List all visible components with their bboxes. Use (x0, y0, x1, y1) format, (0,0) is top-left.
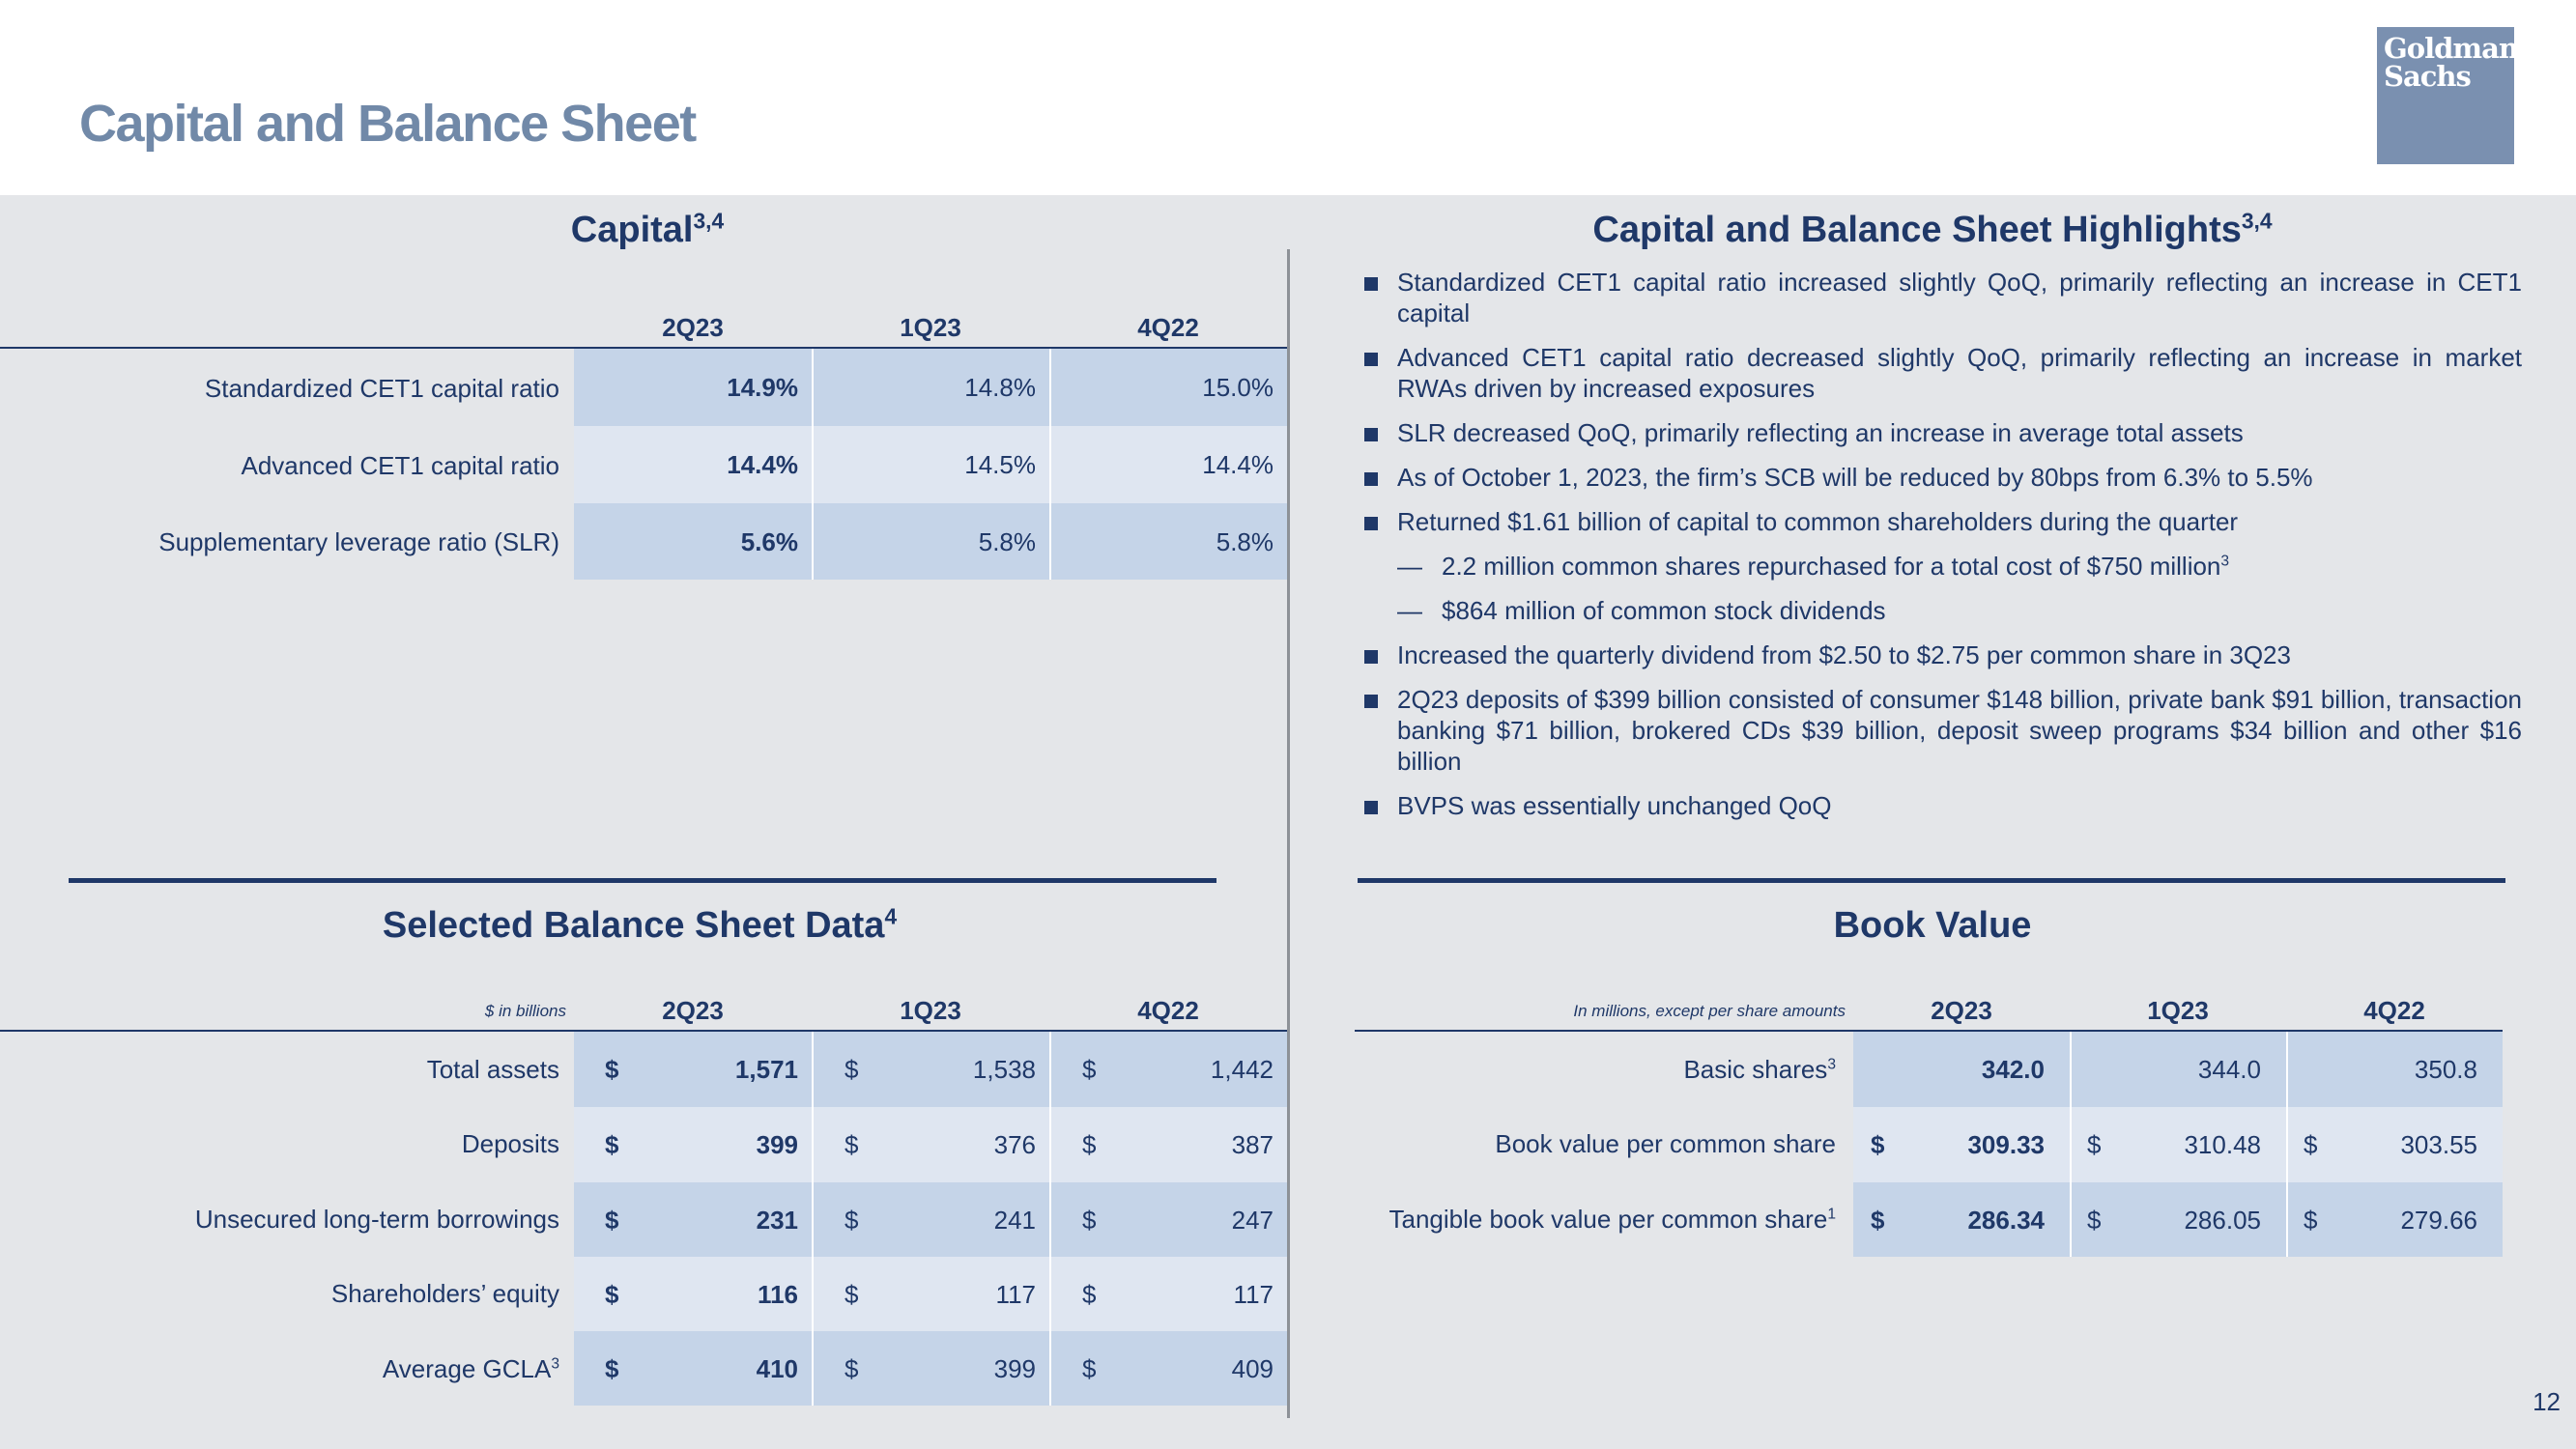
bookvalue-value: 310.48 (2184, 1130, 2261, 1159)
balance-cell (812, 1182, 1049, 1257)
logo-line-2: Sachs (2384, 60, 2471, 93)
bookvalue-row-label-sup: 3 (1827, 1056, 1836, 1073)
bookvalue-cell (2070, 1182, 2286, 1257)
balance-cell (1049, 1107, 1287, 1182)
capital-value: 14.4% (1202, 450, 1274, 479)
currency-symbol: $ (605, 1279, 619, 1309)
currency-symbol: $ (605, 1055, 619, 1084)
currency-symbol: $ (844, 1205, 859, 1235)
capital-cell (812, 503, 1049, 580)
bookvalue-value: 344.0 (2197, 1055, 2261, 1084)
highlights-heading (1372, 209, 2493, 251)
capital-value: 5.8% (978, 526, 1036, 556)
capital-value: 14.9% (727, 373, 798, 402)
balance-value: 399 (756, 1130, 798, 1159)
highlight-bullet: As of October 1, 2023, the firm’s SCB will be reduced by 80bps from 6.3% to 5.5% (1360, 462, 2522, 493)
bookvalue-row-label (1343, 1055, 1836, 1084)
capital-cell (574, 503, 812, 580)
balance-row-label: Shareholders’ equity (330, 1279, 559, 1308)
capital-row-label: Supplementary leverage ratio (SLR) (158, 527, 559, 556)
balance-cell (812, 1257, 1049, 1331)
balance-value: 247 (1231, 1205, 1274, 1235)
capital-cell (1049, 503, 1287, 580)
highlights-heading-sup: 3,4 (2241, 208, 2273, 234)
bookvalue-row-label: Book value per common share (1495, 1129, 1836, 1158)
bookvalue-value: 286.05 (2184, 1205, 2261, 1235)
bookvalue-cell (1853, 1182, 2070, 1257)
currency-symbol: $ (1082, 1353, 1097, 1383)
currency-symbol: $ (2304, 1130, 2318, 1159)
bookvalue-section-rule (1358, 878, 2505, 883)
page-title: Capital and Balance Sheet (79, 95, 696, 153)
highlight-subbullet: — $864 million of common stock dividends (1360, 595, 2522, 626)
bookvalue-cell (2286, 1107, 2503, 1182)
highlight-bullet: BVPS was essentially unchanged QoQ (1360, 790, 2522, 821)
bookvalue-col-4q22: 4Q22 (2363, 996, 2425, 1025)
highlight-bullet: Advanced CET1 capital ratio decreased slightly QoQ, primarily reflecting an increase in market RWAs driven by increased exposures (1360, 342, 2522, 404)
bookvalue-value: 279.66 (2400, 1205, 2477, 1235)
balance-col-4q22: 4Q22 (1137, 996, 1199, 1025)
bookvalue-cell (2070, 1032, 2286, 1107)
bookvalue-value: 342.0 (1981, 1055, 2045, 1084)
bookvalue-col-2q23: 2Q23 (1931, 996, 1992, 1025)
logo-line-1: Goldman (2384, 32, 2518, 65)
bookvalue-units-note: In millions, except per share amounts (1573, 1002, 1846, 1020)
currency-symbol: $ (1082, 1055, 1097, 1084)
capital-value: 5.8% (1216, 526, 1274, 556)
highlight-bullet: Increased the quarterly dividend from $2.50 to $2.75 per common share in 3Q23 (1360, 639, 2522, 670)
balance-heading (253, 904, 1026, 947)
balance-value: 116 (758, 1279, 798, 1309)
currency-symbol: $ (1082, 1279, 1097, 1309)
balance-cell (1049, 1182, 1287, 1257)
vertical-divider (1287, 249, 1290, 1418)
highlight-bullet: Returned $1.61 billion of capital to common shareholders during the quarter (1360, 506, 2522, 537)
balance-value: 399 (993, 1353, 1036, 1383)
currency-symbol: $ (1082, 1205, 1097, 1235)
capital-col-2q23: 2Q23 (662, 313, 724, 342)
highlight-bullet: 2Q23 deposits of $399 billion consisted of consumer $148 billion, private bank $91 billion, transaction banking $71 billion, brokered CDs $39 billion, deposit sweep programs $34 billion and other $16 billion (1360, 684, 2522, 777)
bookvalue-row-label-text: Tangible book value per common share (1388, 1205, 1828, 1234)
balance-row-label (0, 1354, 559, 1383)
capital-value: 15.0% (1202, 373, 1274, 402)
bookvalue-cell (2286, 1032, 2503, 1107)
bookvalue-value: 303.55 (2400, 1130, 2477, 1159)
bookvalue-cell (1853, 1032, 2070, 1107)
bookvalue-row-label-text: Basic shares (1683, 1055, 1828, 1084)
bookvalue-heading: Book Value (1833, 905, 2032, 946)
currency-symbol: $ (844, 1353, 859, 1383)
currency-symbol: $ (844, 1279, 859, 1309)
balance-col-2q23: 2Q23 (662, 996, 724, 1025)
balance-units-note: $ in billions (484, 1002, 566, 1020)
balance-cell (812, 1107, 1049, 1182)
balance-row-label: Deposits (461, 1129, 559, 1158)
capital-row-label: Standardized CET1 capital ratio (204, 374, 559, 403)
highlights-heading-text: Capital and Balance Sheet Highlights (1592, 210, 2242, 250)
capital-col-1q23: 1Q23 (900, 313, 961, 342)
currency-symbol: $ (605, 1205, 619, 1235)
bookvalue-cell (2070, 1107, 2286, 1182)
currency-symbol: $ (1871, 1130, 1885, 1159)
currency-symbol: $ (605, 1130, 619, 1159)
capital-cell (812, 426, 1049, 503)
balance-row-label-sup: 3 (551, 1355, 559, 1373)
balance-value: 241 (993, 1205, 1036, 1235)
balance-value: 1,442 (1210, 1055, 1274, 1084)
highlight-subbullet-text: 2.2 million common shares repurchased for a total cost of $750 million (1442, 552, 2221, 581)
balance-value: 410 (756, 1353, 798, 1383)
balance-value: 376 (993, 1130, 1036, 1159)
capital-col-4q22: 4Q22 (1137, 313, 1199, 342)
balance-cell (574, 1257, 812, 1331)
balance-cell (1049, 1032, 1287, 1107)
balance-value: 117 (1233, 1279, 1274, 1309)
bookvalue-value: 286.34 (1967, 1205, 2045, 1235)
currency-symbol: $ (2304, 1205, 2318, 1235)
currency-symbol: $ (605, 1353, 619, 1383)
currency-symbol: $ (844, 1055, 859, 1084)
balance-col-1q23: 1Q23 (900, 996, 961, 1025)
capital-cell (1049, 426, 1287, 503)
balance-value: 387 (1231, 1130, 1274, 1159)
page-number: 12 (2533, 1387, 2561, 1416)
highlight-bullet: SLR decreased QoQ, primarily reflecting an increase in average total assets (1360, 417, 2522, 448)
balance-value: 1,571 (734, 1055, 798, 1084)
balance-section-rule (69, 878, 1216, 883)
capital-cell (1049, 349, 1287, 426)
balance-value: 117 (995, 1279, 1036, 1309)
bookvalue-value: 309.33 (1967, 1130, 2045, 1159)
currency-symbol: $ (2087, 1130, 2102, 1159)
balance-heading-text: Selected Balance Sheet Data (382, 905, 885, 946)
bookvalue-cell (2286, 1182, 2503, 1257)
highlight-bullet: Standardized CET1 capital ratio increased slightly QoQ, primarily reflecting an increase in CET1 capital (1360, 267, 2522, 328)
capital-value: 14.8% (964, 373, 1036, 402)
bookvalue-value: 350.8 (2414, 1055, 2477, 1084)
bookvalue-row-label (1343, 1205, 1836, 1234)
balance-cell (574, 1182, 812, 1257)
balance-row-label: Total assets (426, 1055, 559, 1084)
balance-cell (812, 1032, 1049, 1107)
balance-heading-sup: 4 (884, 903, 898, 929)
capital-value: 14.4% (727, 450, 798, 479)
capital-heading (502, 209, 792, 251)
highlight-subbullet (1360, 551, 2522, 582)
capital-value: 14.5% (964, 450, 1036, 479)
balance-row-label-text: Average GCLA (382, 1354, 552, 1383)
capital-cell (812, 349, 1049, 426)
goldman-sachs-logo (2377, 27, 2518, 164)
currency-symbol: $ (2087, 1205, 2102, 1235)
highlights-list (1360, 267, 2522, 835)
balance-value: 409 (1231, 1353, 1274, 1383)
bookvalue-col-1q23: 1Q23 (2147, 996, 2209, 1025)
balance-cell (574, 1331, 812, 1406)
capital-heading-sup: 3,4 (693, 208, 725, 234)
balance-cell (574, 1107, 812, 1182)
currency-symbol: $ (844, 1130, 859, 1159)
balance-value: 231 (756, 1205, 798, 1235)
balance-cell (812, 1331, 1049, 1406)
balance-value: 1,538 (972, 1055, 1036, 1084)
highlight-subbullet-sup: 3 (2220, 553, 2230, 570)
capital-heading-text: Capital (570, 210, 694, 250)
bookvalue-row-label-sup: 1 (1827, 1206, 1836, 1223)
currency-symbol: $ (1871, 1205, 1885, 1235)
bookvalue-cell (1853, 1107, 2070, 1182)
capital-cell (574, 426, 812, 503)
balance-cell (1049, 1331, 1287, 1406)
capital-value: 5.6% (740, 526, 798, 556)
capital-row-label: Advanced CET1 capital ratio (241, 451, 559, 480)
balance-row-label: Unsecured long-term borrowings (194, 1205, 559, 1234)
capital-cell (574, 349, 812, 426)
balance-cell (1049, 1257, 1287, 1331)
balance-cell (574, 1032, 812, 1107)
currency-symbol: $ (1082, 1130, 1097, 1159)
